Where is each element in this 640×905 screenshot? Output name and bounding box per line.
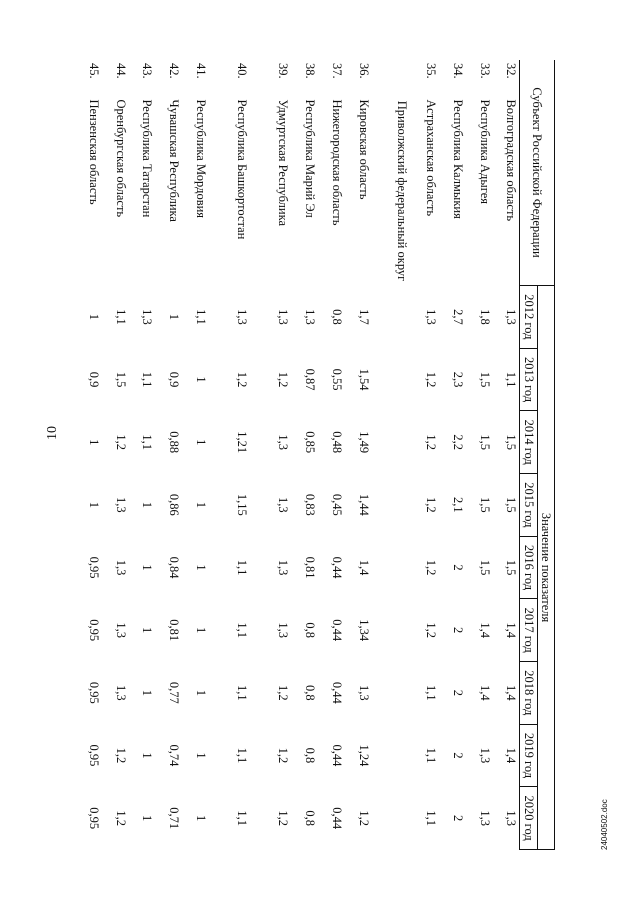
value-cell: 1,44 [356,493,371,516]
value-cell: 2,2 [451,434,466,451]
value-cell: 0,44 [329,744,344,767]
value-cell: 1,3 [276,622,291,638]
table-row [493,60,520,850]
table-row [182,60,209,850]
value-cell: 1 [86,501,101,508]
table-row [318,60,345,850]
value-cell: 1 [193,501,208,508]
value-cell: 1 [86,313,101,321]
value-cell: 1,1 [504,371,519,388]
value-cell: 0,44 [329,807,344,830]
value-cell: 1,4 [504,685,519,701]
subject-name: Астраханская область [424,99,439,217]
value-cell: 0,95 [86,807,101,830]
value-cell: 0,85 [302,431,317,454]
value-cell: 1,2 [424,559,439,576]
value-cell: 1,1 [140,371,155,388]
value-cell: 0,77 [167,681,182,704]
table-row [466,60,493,850]
value-cell [372,724,413,787]
row-number: 38. [302,63,317,79]
value-cell: 1 [140,689,155,696]
value-cell: 1,7 [356,309,371,325]
value-cell: 1,1 [113,309,128,325]
value-cell: 0,45 [329,493,344,516]
value-cell: 0,44 [329,556,344,579]
row-number [372,60,413,96]
value-cell [372,286,413,349]
value-cell: 1,3 [276,309,291,325]
value-cell: 1 [193,815,208,822]
value-cell: 1,1 [140,434,155,451]
year-header: 2012 год [520,286,537,349]
table-row [345,60,372,850]
indicator-table-rotated [75,60,555,850]
value-cell: 2,7 [451,309,466,325]
value-cell: 1,1 [235,747,250,764]
value-cell: 1,5 [477,497,492,513]
value-cell: 1,3 [477,810,492,826]
value-cell: 1,3 [276,497,291,513]
value-cell: 1,2 [113,810,128,826]
value-cell: 1 [193,689,208,696]
value-cell: 1 [193,627,208,634]
table-row [291,60,318,850]
table-row [129,60,156,850]
value-cell: 1,3 [356,685,371,701]
page-number: 10 [45,426,60,440]
value-cell [372,474,413,537]
value-cell: 2 [451,627,466,634]
table-row [75,60,102,850]
subject-name: Нижегородская область [329,99,344,226]
value-cell: 0,87 [302,368,317,391]
value-cell: 1 [167,313,182,321]
year-header: 2013 год [520,348,537,411]
table-row [439,60,466,850]
subject-column-header: Субъект Российской Федерации [520,60,555,286]
value-cell: 1,3 [302,309,317,325]
subject-name: Чувашская Республика [167,99,182,222]
value-cell: 1,54 [356,368,371,391]
table-row [413,60,440,850]
value-cell: 1,5 [477,434,492,451]
value-cell: 1,3 [504,309,519,325]
subject-name: Оренбургская область [113,99,128,218]
value-cell: 1,3 [235,309,250,325]
value-cell: 1,2 [276,810,291,826]
value-cell: 1,3 [140,309,155,325]
value-cell [372,662,413,725]
value-cell: 1,3 [477,747,492,764]
value-cell: 1,24 [356,744,371,767]
table-header [520,60,555,850]
value-cell: 1 [193,439,208,446]
year-header: 2017 год [520,599,537,662]
subject-name: Пензенская область [86,99,101,205]
value-cell: 1 [193,376,208,383]
section-row [372,60,413,850]
value-cell: 1,2 [235,371,250,388]
value-cell: 1,34 [356,619,371,642]
value-cell: 0,88 [167,431,182,454]
value-cell: 1,4 [504,622,519,638]
subject-name: Республика Адыгея [477,99,492,205]
value-cell: 1 [140,501,155,508]
value-cell: 1,1 [424,810,439,826]
subject-name: Республика Калмыкия [451,99,466,219]
value-cell: 0,95 [86,619,101,642]
footer-document-code: 24040502.doc [600,799,609,850]
value-cell: 0,95 [86,556,101,579]
row-number: 45. [86,63,101,79]
value-cell: 1,1 [235,810,250,826]
value-cell: 0,8 [302,747,317,764]
row-number: 34. [451,63,466,79]
value-cell: 2,1 [451,497,466,513]
value-cell: 2,3 [451,371,466,388]
value-cell: 1,1 [193,309,208,325]
value-cell: 0,71 [167,807,182,830]
value-cell: 0,8 [302,622,317,638]
value-cell: 1,5 [113,371,128,388]
subject-name: Кировская область [356,99,371,200]
value-cell: 1,2 [113,747,128,764]
value-cell: 0,8 [329,309,344,325]
value-cell [372,536,413,599]
value-cell: 1,3 [276,559,291,576]
year-header: 2019 год [520,724,537,787]
row-number: 35. [424,63,439,79]
value-cell: 1,3 [113,622,128,638]
value-cell: 0,81 [302,556,317,579]
value-cell: 1,4 [356,559,371,576]
value-cell: 1 [140,627,155,634]
year-header: 2018 год [520,662,537,725]
row-number: 33. [477,63,492,79]
subject-name: Удмуртская Республика [276,99,291,227]
row-number: 40. [235,63,250,79]
value-cell: 1,3 [504,810,519,826]
value-cell: 1 [140,752,155,759]
value-cell: 1 [140,564,155,571]
row-number: 39. [276,63,291,79]
value-cell: 0,74 [167,744,182,767]
subject-name: Республика Мордовия [193,99,208,219]
header-row-top [537,60,554,850]
value-cell [372,787,413,850]
value-cell [372,599,413,662]
table-row [102,60,129,850]
value-cell: 1,5 [477,371,492,388]
value-cell: 2 [451,815,466,822]
value-cell: 0,44 [329,619,344,642]
value-cell: 1,5 [504,559,519,576]
table-body [75,60,520,850]
value-cell: 1,2 [424,371,439,388]
value-cell: 1,2 [276,371,291,388]
value-cell: 1 [140,815,155,822]
value-cell: 1,1 [235,559,250,576]
federal-district-name: Приволжский федеральный округ [394,100,409,282]
value-cell: 1,3 [113,559,128,576]
row-number: 44. [113,63,128,79]
value-cell: 0,8 [302,810,317,826]
value-cell: 1,4 [504,747,519,764]
value-cell: 0,9 [167,371,182,388]
value-cell: 1,2 [424,622,439,638]
value-cell: 1,2 [424,497,439,513]
value-cell: 0,9 [86,371,101,388]
value-cell: 1,2 [356,810,371,826]
value-cell: 2 [451,752,466,759]
value-cell: 1,2 [424,434,439,451]
value-cell: 1,5 [477,559,492,576]
value-cell: 0,83 [302,493,317,516]
value-cell: 0,48 [329,431,344,454]
value-cell: 1,3 [276,434,291,451]
value-cell: 1,3 [424,309,439,325]
row-number: 32. [504,63,519,79]
value-cell: 0,95 [86,744,101,767]
value-cell: 1,1 [424,747,439,764]
value-cell: 1,5 [504,497,519,513]
subject-name: Республика Татарстан [140,99,155,218]
value-cell: 1,2 [276,685,291,701]
year-header: 2016 год [520,536,537,599]
value-cell: 1,3 [113,497,128,513]
value-cell: 0,95 [86,681,101,704]
value-cell: 0,8 [302,685,317,701]
value-cell: 1,1 [424,685,439,701]
value-cell: 0,55 [329,368,344,391]
value-cell: 2 [451,564,466,571]
year-header: 2014 год [520,411,537,474]
value-cell: 1 [193,752,208,759]
subject-name: Волгоградская область [504,99,519,222]
value-cell: 1,3 [113,685,128,701]
value-cell [372,411,413,474]
value-cell: 0,84 [167,556,182,579]
value-cell: 0,86 [167,493,182,516]
value-cell: 1,2 [113,434,128,451]
subject-name: Республика Башкортостан [235,99,250,240]
year-header: 2020 год [520,787,537,850]
value-group-header: Значение показателя [537,286,554,850]
value-cell: 1,1 [235,685,250,701]
value-cell: 1,4 [477,622,492,638]
subject-name: Республика Марий Эл [302,99,317,218]
row-number: 43. [140,63,155,79]
value-cell: 1,49 [356,431,371,454]
value-cell: 0,44 [329,681,344,704]
table-row [155,60,182,850]
indicator-table [75,60,555,850]
row-number: 42. [167,63,182,79]
value-cell: 1,21 [235,431,250,454]
value-cell: 1,5 [504,434,519,451]
table-row [209,60,250,850]
value-cell: 2 [451,689,466,696]
row-number: 41. [193,63,208,79]
row-number: 36. [356,63,371,79]
table-row [250,60,291,850]
value-cell [372,348,413,411]
value-cell: 1,1 [235,622,250,638]
value-cell: 1,2 [276,747,291,764]
year-header: 2015 год [520,474,537,537]
value-cell: 1,8 [477,309,492,325]
value-cell: 1,15 [235,493,250,516]
value-cell: 1,4 [477,685,492,701]
value-cell: 0,81 [167,619,182,642]
value-cell: 1 [193,564,208,571]
value-cell: 1 [86,439,101,446]
row-number: 37. [329,63,344,79]
